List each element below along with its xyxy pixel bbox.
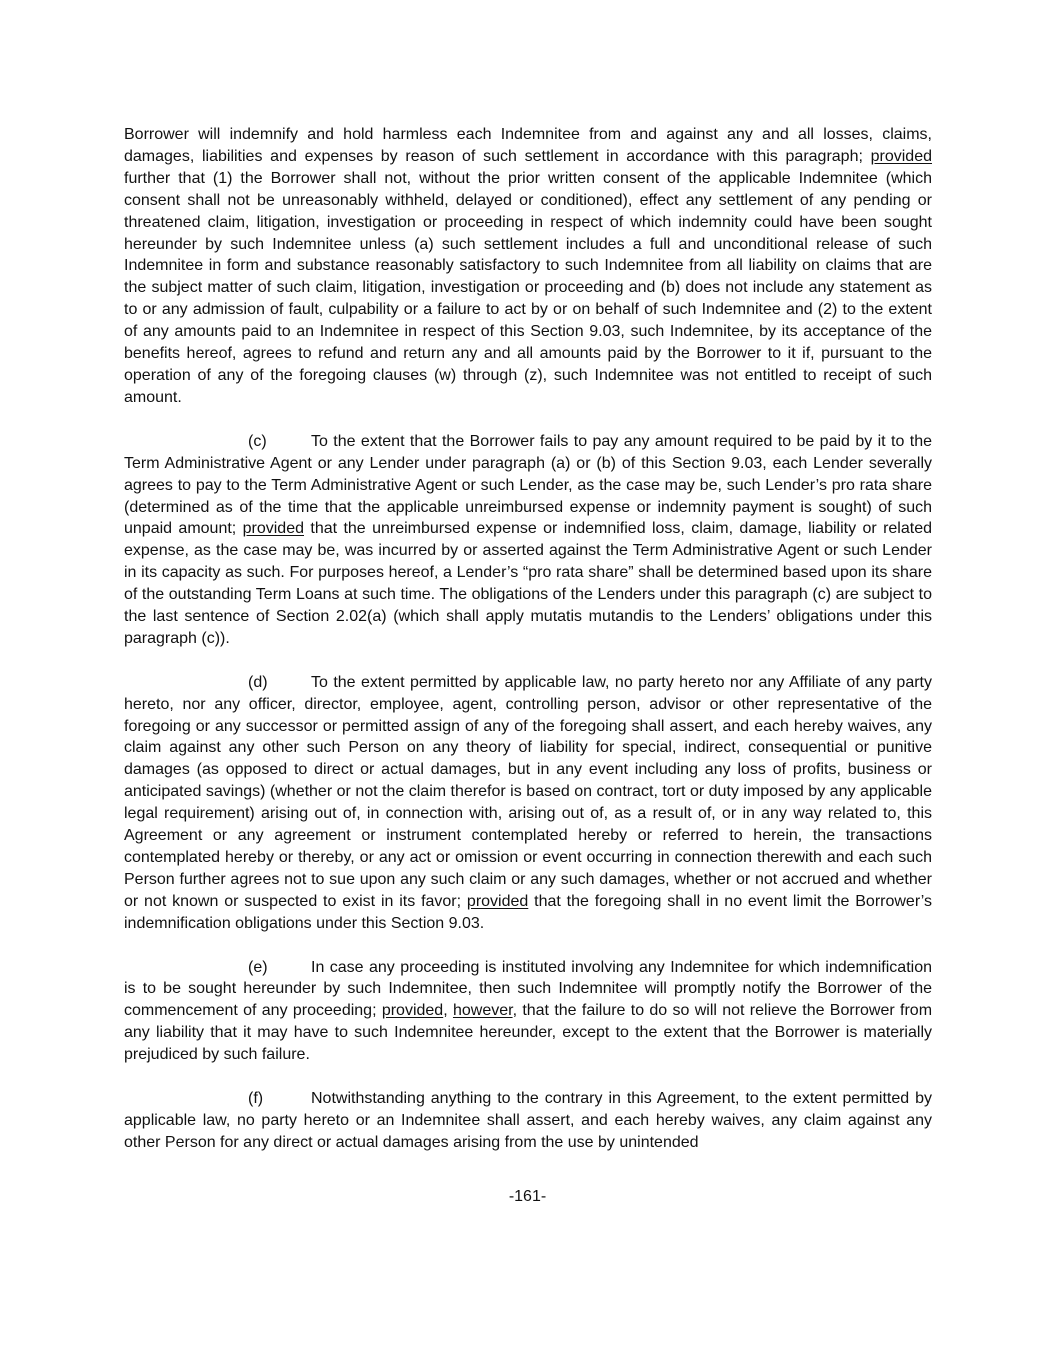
provided-term: provided xyxy=(466,892,529,910)
however-term: however xyxy=(452,1002,513,1020)
provided-term: provided xyxy=(242,520,304,538)
paragraph-e: (e) In case any proceeding is instituted involving any Indemnitee for which indemnification is to be sought hereunder by such Indemnitee, then such Indemnitee will promptly notify the Borrower of the commencement of any proceeding; provided, however, that the failure to do so will not relieve the Borrower from any liability that it may have to such Indemnitee hereunder, except to the extent that the Borrower is materially prejudiced by such failure. xyxy=(124,958,933,1064)
document-body xyxy=(124,124,932,1176)
paragraph-d: (d) To the extent permitted by applicable law, no party hereto nor any Affiliate of any party hereto, nor any officer, director, employee, agent, controlling person, advisor or other representative of the foregoing or any successor or permitted assign of any of the foregoing shall assert, and each hereby waives, any claim against any other such Person on any theory of liability for special, indirect, consequential or punitive damages (as opposed to direct or actual damages, but in any event including any loss of profits, business or anticipated savings) (whether or not the claim therefor is based on contract, tort or duty imposed by any applicable legal requirement) arising out of, in connection with, arising out of, as a result of, or in any way related to, this Agreement or any agreement or instrument contemplated hereby or referred to herein, the transactions contemplated hereby or thereby, or any act or omission or event occurring in connection therewith and each such Person further agrees not to sue upon any such claim or any such damages, whether or not accrued and whether or not known or suspected to exist in its favor; provided that the foregoing shall in no event limit the Borrower’s indemnification obligations under this Section 9.03. xyxy=(124,673,933,932)
paragraph-c: (c) To the extent that the Borrower fails to pay any amount required to be paid by it to the Term Administrative Agent or any Lender under paragraph (a) or (b) of this Section 9.03, each Lender severally agrees to pay to the Term Administrative Agent or such Lender, as the case may be, such Lender’s pro rata share (determined as of the time that the applicable unreimbursed expense or indemnity payment is sought) of such unpaid amount; provided that the unreimbursed expense or indemnified loss, claim, damage, liability or related expense, as the case may be, was incurred by or asserted against the Term Administrative Agent or such Lender in its capacity as such. For purposes hereof, a Lender’s “pro rata share” shall be determined based upon its share of the outstanding Term Loans at such time. The obligations of the Lenders under this paragraph (c) are subject to the last sentence of Section 2.02(a) (which shall apply mutatis mutandis to the Lenders’ obligations under this paragraph (c)). xyxy=(124,432,932,647)
provided-term: provided xyxy=(381,1002,444,1020)
provided-term: provided xyxy=(870,147,932,165)
clause-marker: (d) xyxy=(248,673,268,691)
clause-marker: (f) xyxy=(248,1089,264,1107)
clause-marker: (c) xyxy=(248,432,267,450)
paragraph-f: (f) Notwithstanding anything to the contrary in this Agreement, to the extent permitted by applicable law, no party hereto or an Indemnitee shall assert, and each hereby waives, any claim against any other Person for any direct or actual damages arising from the use by unintended xyxy=(124,1089,932,1151)
paragraph-continuation: Borrower will indemnify and hold harmless each Indemnitee from and against any and all losses, claims, damages, liabilities and expenses by reason of such settlement in accordance with this paragraph; provided further that (1) the Borrower shall not, without the prior written consent of the applicable Indemnitee (which consent shall not be unreasonably withheld, delayed or conditioned), effect any settlement of any pending or threatened claim, litigation, investigation or proceeding in respect of which indemnity could have been sought hereunder by such Indemnitee unless (a) such settlement includes a full and unconditional release of such Indemnitee in form and substance reasonably satisfactory to such Indemnitee from all liability on claims that are the subject matter of such claim, litigation, investigation or proceeding and (b) does not include any statement as to or any admission of fault, culpability or a failure to act by or on behalf of such Indemnitee and (2) to the extent of any amounts paid to an Indemnitee in respect of this Section 9.03, such Indemnitee, by its acceptance of the benefits hereof, agrees to refund and return any and all amounts paid by the Borrower to it if, pursuant to the operation of any of the foregoing clauses (w) through (z), such Indemnitee was not entitled to receipt of such amount. xyxy=(124,126,932,406)
page-number: -161- xyxy=(508,1188,547,1205)
clause-marker: (e) xyxy=(248,958,268,976)
